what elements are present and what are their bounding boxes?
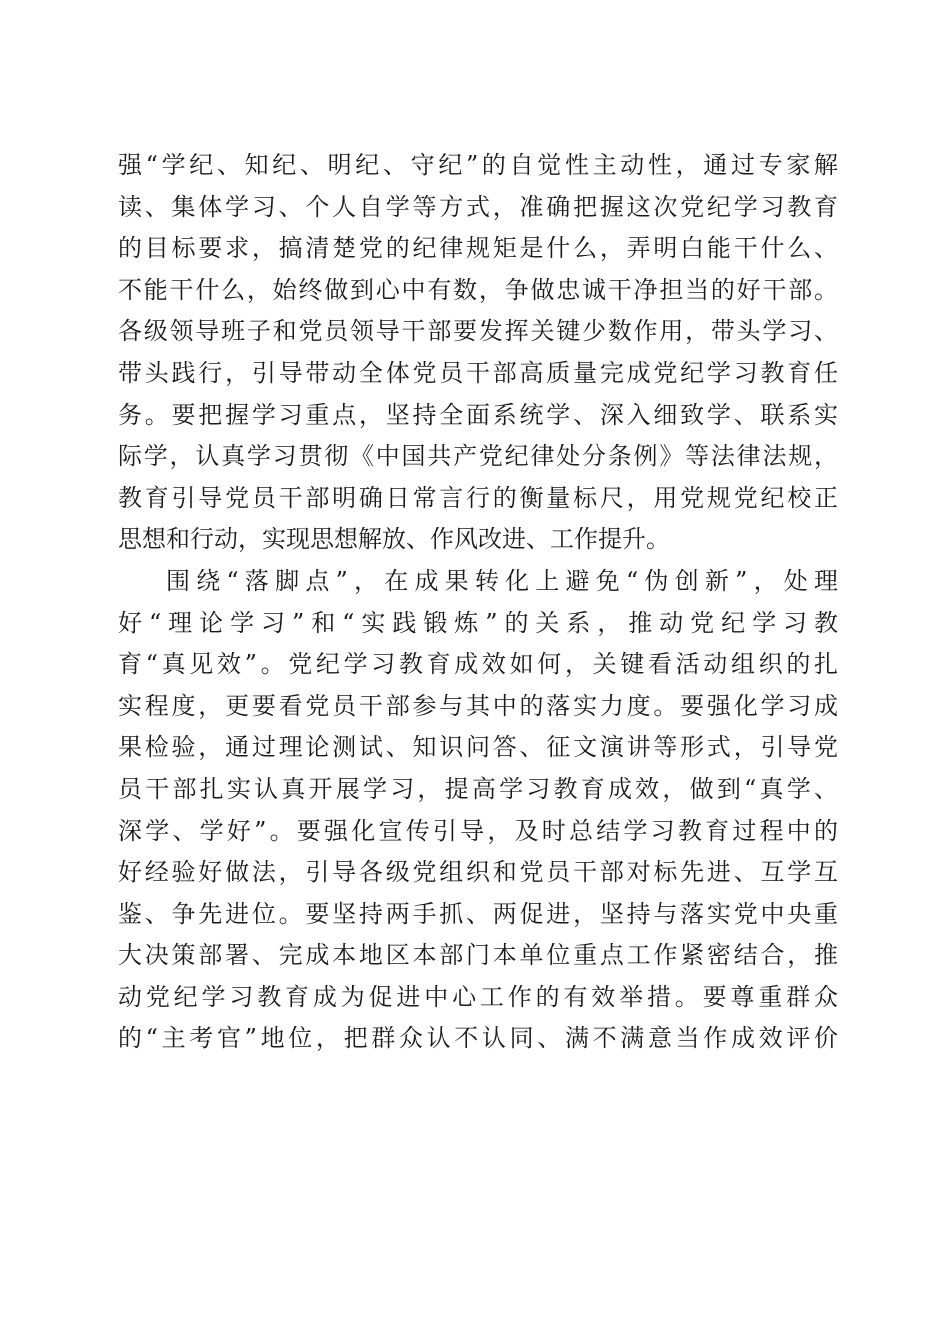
text-line: 思想和行动，实现思想解放、作风改进、工作提升。: [118, 525, 670, 554]
text-line: 好经验好做法，引导各级党组织和党员干部对标先进、互学互: [118, 858, 838, 887]
text-line: 的目标要求，搞清楚党的纪律规矩是什么，弄明白能干什么、: [118, 234, 838, 263]
text-line: 际学，认真学习贯彻《中国共产党纪律处分条例》等法律法规，: [118, 442, 838, 471]
text-line: 动党纪学习教育成为促进中心工作的有效举措。要尊重群众: [118, 982, 838, 1011]
text-line: 大决策部署、完成本地区本部门本单位重点工作紧密结合，推: [118, 941, 838, 970]
text-line: 带头践行，引导带动全体党员干部高质量完成党纪学习教育任: [118, 358, 838, 387]
text-line: 育“真见效”。党纪学习教育成效如何，关键看活动组织的扎: [118, 650, 838, 679]
text-line: 深学、学好”。要强化宣传引导，及时总结学习教育过程中的: [118, 816, 838, 845]
text-line: 好“理论学习”和“实践锻炼”的关系，推动党纪学习教: [118, 608, 838, 637]
text-line: 不能干什么，始终做到心中有数，争做忠诚干净担当的好干部。: [118, 275, 838, 304]
text-line: 员干部扎实认真开展学习，提高学习教育成效，做到“真学、: [118, 774, 838, 803]
body-text: [118, 145, 838, 1060]
text-line: 的“主考官”地位，把群众认不认同、满不满意当作成效评价: [118, 1024, 838, 1053]
paragraph-1: [118, 145, 838, 561]
text-line: 教育引导党员干部明确日常言行的衡量标尺，用党规党纪校正: [118, 483, 838, 512]
text-line: 各级领导班子和党员领导干部要发挥关键少数作用，带头学习、: [118, 317, 838, 346]
text-line: 围绕“落脚点”，在成果转化上避免“伪创新”，处理: [166, 566, 838, 595]
text-line: 鉴、争先进位。要坚持两手抓、两促进，坚持与落实党中央重: [118, 899, 838, 928]
text-line: 实程度，更要看党员干部参与其中的落实力度。要强化学习成: [118, 691, 838, 720]
text-line: 务。要把握学习重点，坚持全面系统学、深入细致学、联系实: [118, 400, 838, 429]
text-line: 强“学纪、知纪、明纪、守纪”的自觉性主动性，通过专家解: [118, 151, 838, 179]
text-line: 读、集体学习、个人自学等方式，准确把握这次党纪学习教育: [118, 192, 838, 221]
paragraph-2: [118, 561, 838, 1060]
text-line: 果检验，通过理论测试、知识问答、征文演讲等形式，引导党: [118, 733, 838, 762]
